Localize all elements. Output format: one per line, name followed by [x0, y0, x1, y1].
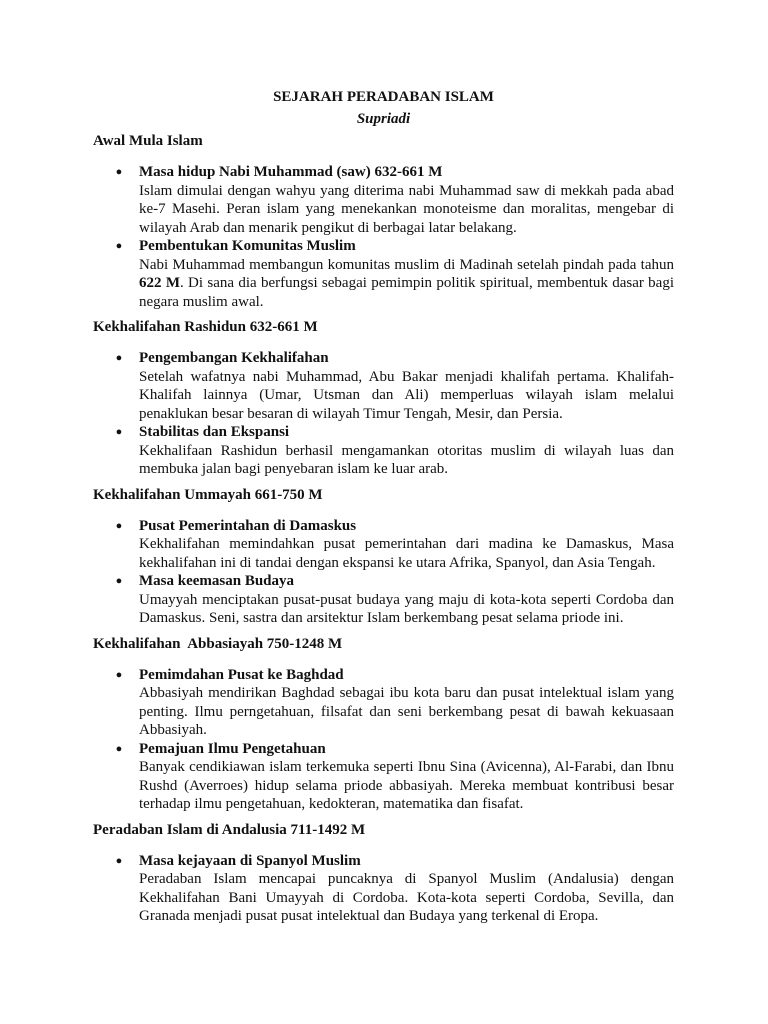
item-title: Pengembangan Kekhalifahan	[139, 350, 329, 366]
section-awal-mula-islam	[93, 132, 674, 311]
section-heading: Kekhalifahan Abbasiayah 750-1248 M	[93, 635, 343, 652]
item-body: Banyak cendikiawan islam terkemuka seperti Ibnu Sina (Avicenna), Al-Farabi, dan Ibnu Rushd (Averroes) hidup selama priode abbasiyah. Mereka membuat kontribusi besar terhadap ilmu pengetahuan, kedokteran, matematika dan fisafat.	[139, 759, 674, 812]
bullet-icon: ●	[115, 240, 123, 252]
section-heading: Peradaban Islam di Andalusia 711-1492 M	[93, 821, 366, 838]
item-title: Pusat Pemerintahan di Damaskus	[139, 517, 357, 534]
item-body: Kekhalifahan memindahkan pusat pemerintahan dari madina ke Damaskus, Masa kekhalifahan ini di tandai dengan ekspansi ke utara Afrika, Spanyol, dan Asia Tengah.	[139, 536, 674, 571]
section-heading: Kekhalifahan Ummayah 661-750 M	[93, 486, 323, 503]
list-item	[93, 163, 674, 237]
list-item	[93, 237, 674, 311]
item-body: Peradaban Islam mencapai puncaknya di Spanyol Muslim (Andalusia) dengan Kekhalifahan Bani Umayyah di Cordoba. Kota-kota seperti Cordoba, Sevilla, dan Granada menjadi pusat pusat intelektual dan Budaya yang terkenal di Eropa.	[139, 871, 674, 924]
item-body-bold-year: 622 M	[139, 275, 180, 291]
bullet-list	[93, 163, 674, 311]
item-body	[139, 256, 674, 312]
list-item	[93, 740, 674, 814]
list-item	[93, 572, 674, 628]
item-title: Masa keemasan Budaya	[139, 573, 295, 589]
list-item	[93, 423, 674, 479]
document-title: SEJARAH PERADABAN ISLAM	[273, 89, 494, 105]
bullet-icon: ●	[115, 742, 123, 755]
section-kekhalifahan-rashidun	[93, 318, 674, 479]
bullet-list	[93, 852, 674, 926]
item-title: Pembentukan Komunitas Muslim	[139, 238, 356, 254]
item-title: Masa kejayaan di Spanyol Muslim	[139, 852, 361, 869]
item-body: Setelah wafatnya nabi Muhammad, Abu Bakar menjadi khalifah pertama. Khalifah-Khalifah lainnya (Umar, Utsman dan Ali) memperluas wilayah islam melalui penaklukan besar besaran di wilayah Timur Tengah, Mesir, dan Persia.	[139, 368, 674, 422]
bullet-icon: ●	[115, 426, 123, 438]
item-body: Umayyah menciptakan pusat-pusat budaya yang maju di kota-kota seperti Cordoba dan Damaskus. Seni, sastra dan arsitektur Islam berkembang pesat selama priode ini.	[139, 591, 674, 626]
bullet-icon: ●	[115, 519, 123, 532]
bullet-icon: ●	[115, 854, 123, 867]
section-peradaban-andalusia	[93, 821, 674, 926]
item-body: Abbasiyah mendirikan Baghdad sebagai ibu kota baru dan pusat intelektual islam yang penting. Ilmu perngetahuan, filsafat dan seni berkembang pesat di bawah kekuasaan Abbasiyah.	[139, 685, 674, 738]
section-heading: Kekhalifahan Rashidun 632-661 M	[93, 319, 318, 335]
item-title: Pemimdahan Pusat ke Baghdad	[139, 666, 344, 683]
bullet-icon: ●	[115, 575, 123, 587]
list-item	[93, 349, 674, 423]
item-body: Kekhalifaan Rashidun berhasil mengamankan otoritas muslim di wilayah luas dan membuka jalan bagi penyebaran islam ke luar arab.	[139, 442, 674, 477]
bullet-list	[93, 349, 674, 479]
bullet-list	[93, 517, 674, 628]
item-title: Pemajuan Ilmu Pengetahuan	[139, 740, 326, 757]
item-title: Masa hidup Nabi Muhammad (saw) 632-661 M	[139, 164, 443, 180]
section-heading: Awal Mula Islam	[93, 133, 203, 149]
bullet-icon: ●	[115, 166, 123, 178]
list-item	[93, 666, 674, 740]
bullet-icon: ●	[115, 668, 123, 681]
list-item	[93, 852, 674, 926]
item-body-text: Nabi Muhammad membangun komunitas muslim di Madinah setelah pindah pada tahun	[139, 256, 674, 273]
document-author: Supriadi	[356, 111, 411, 127]
item-title: Stabilitas dan Ekspansi	[139, 424, 290, 440]
bullet-icon: ●	[115, 352, 123, 364]
item-body-text: . Di sana dia berfungsi sebagai pemimpin politik spiritual, membentuk dasar bagi negara muslim awal.	[139, 275, 674, 310]
bullet-list	[93, 666, 674, 814]
list-item	[93, 517, 674, 573]
section-kekhalifahan-ummayah	[93, 486, 674, 628]
section-kekhalifahan-abbasiyah	[93, 635, 674, 814]
item-body: Islam dimulai dengan wahyu yang diterima nabi Muhammad saw di mekkah pada abad ke-7 Masehi. Peran islam yang menekankan monoteisme dan moralitas, mengebar di wilayah Arab dan menarik pengikut di berbagai latar belakang.	[139, 182, 674, 236]
